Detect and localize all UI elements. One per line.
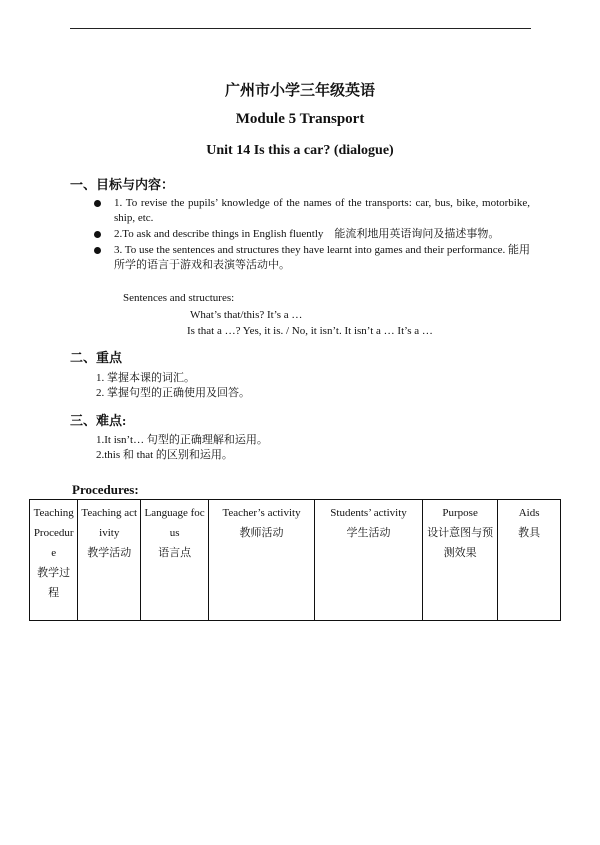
sentence-2: Is that a …? Yes, it is. / No, it isn’t. It isn’t a … It’s a … (187, 325, 433, 337)
header-purpose: Purpose 设计意图与预测效果 (423, 500, 498, 621)
section1-heading: 一、目标与内容： (70, 177, 175, 192)
header-teacher-activity: Teacher’s activity 教师活动 (209, 500, 315, 621)
header-teaching-activity: Teaching activity 教学活动 (78, 500, 141, 621)
goal-item-3: 3. To use the sentences and structures they have learnt into games and their performance. 能用所学的语言于游戏和表演等活动中。 (90, 243, 530, 273)
key-points-list (96, 371, 250, 401)
sentence-1: What’s that/this? It’s a … (190, 309, 303, 321)
header-teaching-procedure: Teaching Procedure 教学过程 (30, 500, 78, 621)
difficulty-1: 1.It isn’t… 句型的正确理解和运用。 (96, 434, 268, 446)
goals-list (90, 196, 530, 274)
unit-title: Unit 14 Is this a car? (dialogue) (206, 143, 394, 158)
bullet-icon (94, 247, 101, 254)
procedures-table (29, 499, 561, 621)
header-language-focus: Language focus 语言点 (141, 500, 209, 621)
difficulties-list (96, 433, 268, 463)
procedures-label: Procedures: (72, 482, 139, 497)
bullet-icon (94, 231, 101, 238)
module-title: Module 5 Transport (235, 111, 365, 127)
header-aids: Aids 教具 (498, 500, 561, 621)
sentences-title: Sentences and structures: (123, 292, 235, 304)
table-header-row (30, 500, 561, 621)
section3-heading: 三、难点: (70, 413, 127, 428)
key-point-1: 1. 掌握本课的词汇。 (96, 372, 195, 384)
header-students-activity: Students’ activity 学生活动 (315, 500, 423, 621)
section2-heading: 二、重点 (70, 350, 123, 365)
header-rule (70, 28, 531, 29)
bullet-icon (94, 200, 101, 207)
difficulty-2: 2.this 和 that 的区别和运用。 (96, 449, 233, 461)
goal-item-2: 2.To ask and describe things in English fluently 能流利地用英语询问及描述事物。 (90, 227, 530, 242)
doc-title-cn: 广州市小学三年级英语 (224, 83, 375, 99)
key-point-2: 2. 掌握句型的正确使用及回答。 (96, 387, 250, 399)
goal-item-1: 1. To revise the pupils’ knowledge of the names of the transports: car, bus, bike, motorbike, ship, etc. (90, 196, 530, 226)
